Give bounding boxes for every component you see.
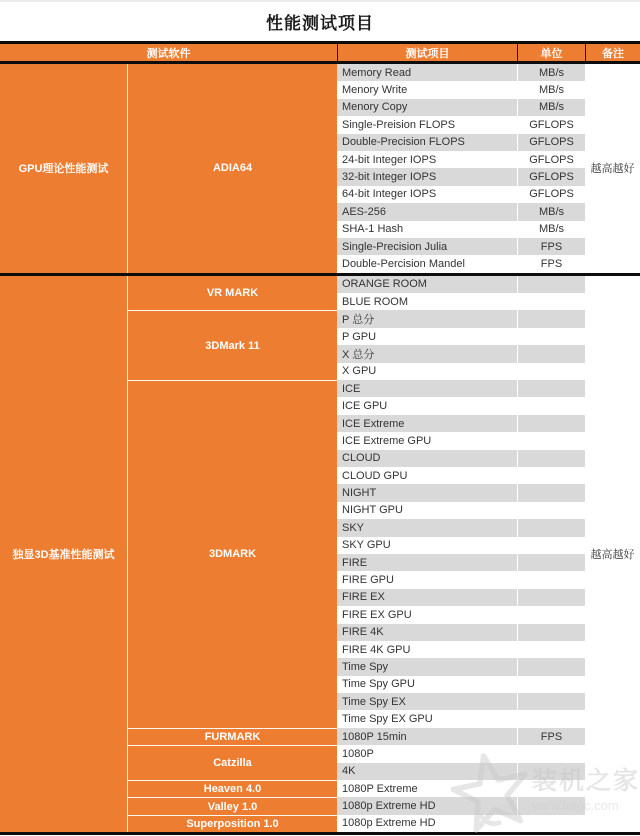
unit-cell — [517, 745, 585, 762]
table-row — [337, 502, 585, 519]
table-row — [337, 554, 585, 571]
table-row — [337, 763, 585, 780]
table-row — [337, 589, 585, 606]
unit-cell: GFLOPS — [517, 151, 585, 168]
table-row — [337, 571, 585, 588]
software-group — [127, 380, 585, 728]
remark-cell: 越高越好 — [590, 163, 635, 176]
rows — [337, 815, 585, 832]
test-item-cell: FIRE — [342, 556, 368, 569]
table-row — [337, 710, 585, 727]
unit-cell — [517, 797, 585, 814]
unit-cell: MB/s — [517, 64, 585, 81]
software-group — [127, 276, 585, 311]
test-item-cell: Time Spy EX — [342, 695, 406, 708]
software-group — [127, 728, 585, 745]
unit-cell: GFLOPS — [517, 168, 585, 185]
unit-cell — [517, 658, 585, 675]
software-cell: VR MARK — [127, 276, 337, 311]
unit-cell — [517, 328, 585, 345]
table-row — [337, 397, 585, 414]
table-row — [337, 134, 585, 151]
unit-cell — [517, 554, 585, 571]
unit-cell — [517, 676, 585, 693]
table-row — [337, 276, 585, 293]
test-item-cell: 1080p Extreme HD — [342, 800, 436, 813]
unit-cell: FPS — [517, 255, 585, 272]
table-row — [337, 238, 585, 255]
unit-cell — [517, 276, 585, 293]
test-item-cell: ICE Extreme GPU — [342, 434, 432, 447]
table-row — [337, 221, 585, 238]
table-row — [337, 484, 585, 501]
unit-cell: GFLOPS — [517, 116, 585, 133]
unit-cell — [517, 780, 585, 797]
unit-cell: MB/s — [517, 203, 585, 220]
watermark-url: www.lotpc.com — [532, 797, 619, 813]
software-cell: 3DMARK — [127, 380, 337, 728]
page-title: 性能测试项目 — [0, 0, 640, 44]
test-section — [0, 273, 640, 833]
rows — [337, 380, 585, 728]
remark-cell: 越高越好 — [590, 548, 635, 561]
test-item-cell: Menory Write — [342, 84, 408, 97]
unit-cell — [517, 397, 585, 414]
test-item-cell: X 总分 — [342, 348, 375, 361]
test-section — [0, 64, 640, 273]
table-row — [337, 168, 585, 185]
test-item-cell: FIRE GPU — [342, 574, 394, 587]
unit-cell — [517, 519, 585, 536]
table-row — [337, 363, 585, 380]
unit-cell — [517, 345, 585, 362]
unit-cell — [517, 763, 585, 780]
test-item-cell: 1080p Extreme HD — [342, 817, 436, 830]
test-item-cell: Double-Percision Mandel — [342, 257, 465, 270]
rows — [337, 745, 585, 780]
table-row — [337, 467, 585, 484]
table-row — [337, 432, 585, 449]
test-item-cell: Double-Precision FLOPS — [342, 136, 465, 149]
test-item-cell: X GPU — [342, 365, 377, 378]
test-item-cell: Time Spy GPU — [342, 678, 415, 691]
unit-cell — [517, 502, 585, 519]
table-row — [337, 64, 585, 81]
software-group — [127, 745, 585, 780]
unit-cell — [517, 432, 585, 449]
rows — [337, 797, 585, 814]
unit-cell — [517, 624, 585, 641]
unit-cell — [517, 710, 585, 727]
unit-cell — [517, 641, 585, 658]
test-item-cell: ORANGE ROOM — [342, 278, 427, 291]
unit-cell: FPS — [517, 238, 585, 255]
rows — [337, 310, 585, 380]
watermark-brand: 装机之家 — [532, 767, 640, 796]
header-unit: 单位 — [517, 44, 585, 61]
test-item-cell: NIGHT GPU — [342, 504, 403, 517]
rows — [337, 780, 585, 797]
unit-cell — [517, 450, 585, 467]
software-cell: ADIA64 — [127, 64, 337, 273]
unit-cell — [517, 380, 585, 397]
table-row — [337, 658, 585, 675]
header-remark: 备注 — [585, 44, 640, 61]
software-group — [127, 64, 585, 273]
table-row — [337, 380, 585, 397]
unit-cell: FPS — [517, 728, 585, 745]
unit-cell — [517, 310, 585, 327]
table-row — [337, 450, 585, 467]
unit-cell — [517, 415, 585, 432]
test-item-cell: FIRE 4K GPU — [342, 643, 411, 656]
test-item-cell: NIGHT — [342, 487, 377, 500]
rows — [337, 728, 585, 745]
test-item-cell: AES-256 — [342, 205, 387, 218]
unit-cell — [517, 571, 585, 588]
unit-cell — [517, 815, 585, 832]
table-row — [337, 345, 585, 362]
test-item-cell: Single-Precision Julia — [342, 240, 448, 253]
test-item-cell: P GPU — [342, 330, 377, 343]
test-item-cell: 1080P Extreme — [342, 782, 418, 795]
table-row — [337, 624, 585, 641]
software-group — [127, 797, 585, 814]
test-item-cell: 32-bit Integer IOPS — [342, 171, 437, 184]
unit-cell — [517, 606, 585, 623]
test-item-cell: ICE GPU — [342, 400, 388, 413]
test-item-cell: FIRE EX GPU — [342, 608, 412, 621]
test-item-cell: 64-bit Integer IOPS — [342, 188, 437, 201]
table-row — [337, 780, 585, 797]
table-row — [337, 415, 585, 432]
table-row — [337, 203, 585, 220]
unit-cell: MB/s — [517, 81, 585, 98]
test-item-cell: BLUE ROOM — [342, 295, 409, 308]
test-item-cell: ICE — [342, 382, 361, 395]
software-group — [127, 780, 585, 797]
rows — [337, 64, 585, 273]
table-row — [337, 99, 585, 116]
header-software: 测试软件 — [146, 47, 191, 60]
unit-cell — [517, 363, 585, 380]
table-header — [0, 44, 640, 64]
test-item-cell: Time Spy — [342, 660, 389, 673]
table-row — [337, 81, 585, 98]
software-cell: Superposition 1.0 — [127, 815, 337, 832]
table-row — [337, 815, 585, 832]
test-item-cell: SHA-1 Hash — [342, 223, 404, 236]
unit-cell — [517, 537, 585, 554]
unit-cell: MB/s — [517, 99, 585, 116]
software-cell: FURMARK — [127, 728, 337, 745]
rows — [337, 276, 585, 311]
test-item-cell: Menory Copy — [342, 101, 408, 114]
table-row — [337, 186, 585, 203]
unit-cell — [517, 293, 585, 310]
test-item-cell: FIRE EX — [342, 591, 385, 604]
unit-cell — [517, 693, 585, 710]
table-row — [337, 151, 585, 168]
table-row — [337, 693, 585, 710]
software-groups — [127, 276, 585, 833]
software-groups — [127, 64, 585, 273]
table-row — [337, 728, 585, 745]
table-row — [337, 676, 585, 693]
test-item-cell: 1080P — [342, 747, 374, 760]
software-cell: Valley 1.0 — [127, 797, 337, 814]
table-row — [337, 328, 585, 345]
software-cell: 3DMark 11 — [127, 310, 337, 380]
test-item-cell: 4K — [342, 765, 356, 778]
test-item-cell: Single-Preision FLOPS — [342, 118, 456, 131]
test-item-cell: P 总分 — [342, 314, 375, 327]
header-item: 测试项目 — [337, 44, 517, 61]
table-row — [337, 116, 585, 133]
table-row — [337, 606, 585, 623]
category-cell: 独显3D基准性能测试 — [0, 276, 127, 833]
table-row — [337, 293, 585, 310]
unit-cell — [517, 589, 585, 606]
test-item-cell: Memory Read — [342, 66, 412, 79]
table-row — [337, 797, 585, 814]
table-body — [0, 64, 640, 835]
test-item-cell: CLOUD GPU — [342, 469, 408, 482]
test-item-cell: 24-bit Integer IOPS — [342, 153, 437, 166]
software-cell: Heaven 4.0 — [127, 780, 337, 797]
test-item-cell: Time Spy EX GPU — [342, 713, 433, 726]
software-group — [127, 815, 585, 832]
table-row — [337, 537, 585, 554]
unit-cell: MB/s — [517, 221, 585, 238]
test-item-cell: 1080P 15min — [342, 730, 407, 743]
test-item-cell: ICE Extreme — [342, 417, 405, 430]
software-cell: Catzilla — [127, 745, 337, 780]
unit-cell: GFLOPS — [517, 186, 585, 203]
table-row — [337, 641, 585, 658]
software-group — [127, 310, 585, 380]
table-row — [337, 745, 585, 762]
table-row — [337, 310, 585, 327]
test-item-cell: CLOUD — [342, 452, 381, 465]
table-row — [337, 255, 585, 272]
category-cell: GPU理论性能测试 — [0, 64, 127, 273]
unit-cell — [517, 467, 585, 484]
unit-cell: GFLOPS — [517, 134, 585, 151]
unit-cell — [517, 484, 585, 501]
test-item-cell: SKY GPU — [342, 539, 391, 552]
test-item-cell: FIRE 4K — [342, 626, 384, 639]
table-row — [337, 519, 585, 536]
test-item-cell: SKY — [342, 521, 365, 534]
